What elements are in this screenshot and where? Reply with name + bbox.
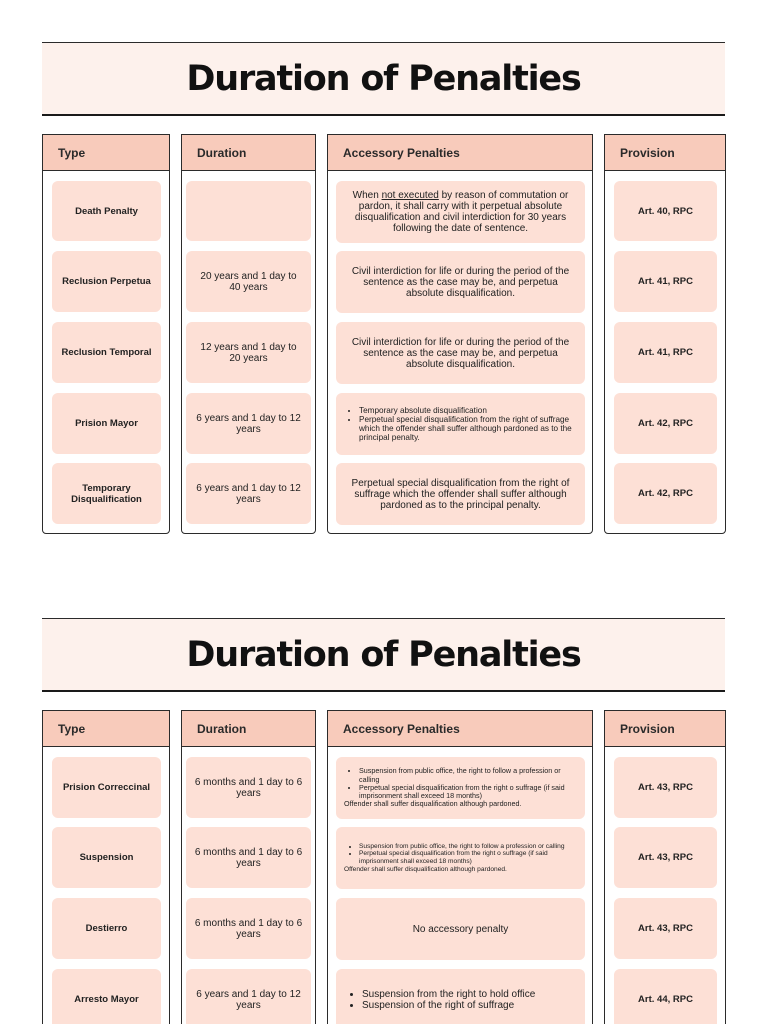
accessory-header: Accessory Penalties [328,135,592,171]
provision-cell: Art. 43, RPC [614,898,717,959]
duration-cell: 20 years and 1 day to 40 years [186,251,311,312]
accessory-column [327,134,593,534]
accessory-bullet-list [344,989,535,1011]
type-cell: Suspension [52,827,161,888]
provision-cell: Art. 43, RPC [614,757,717,818]
accessory-cell [336,969,585,1024]
duration-header: Duration [182,711,315,747]
accessory-bullet: • Perpetual special disqualification from the right of suffrage which the offender shall suffer although pardoned as to the principal penalty. [359,415,577,443]
duration-cell: 6 years and 1 day to 12 years [186,969,311,1024]
provision-cell: Art. 44, RPC [614,969,717,1024]
accessory-bullet: • Suspension from the right to hold office [362,989,535,1000]
accessory-note: Offender shall suffer disqualification although pardoned. [344,799,522,809]
provision-header: Provision [605,135,725,171]
duration-cell: 6 years and 1 day to 12 years [186,463,311,524]
title-banner [42,42,725,116]
accessory-bullet: • Perpetual special disqualification from the right o suffrage (if said imprisonment shall exceed 18 months) [359,850,577,865]
duration-cell: 6 months and 1 day to 6 years [186,757,311,818]
accessory-text: When not executed by reason of commutation or pardon, it shall carry with it perpetual absolute disqualification and civil interdiction for 30 years following the date of sentence. [352,190,569,234]
provision-header: Provision [605,711,725,747]
type-cell: Reclusion Perpetua [52,251,161,312]
accessory-note: Offender shall suffer disqualification although pardoned. [344,865,507,873]
duration-column [181,710,316,1024]
page-title: Duration of Penalties [186,58,581,99]
accessory-column [327,710,593,1024]
accessory-bullet-list [344,767,577,800]
accessory-bullet-list [344,843,577,866]
type-cell: Destierro [52,898,161,959]
duration-header: Duration [182,135,315,171]
page-title: Duration of Penalties [186,634,581,675]
accessory-bullet-list [344,406,577,443]
provision-cell: Art. 40, RPC [614,181,717,241]
type-cell: Prision Mayor [52,393,161,454]
type-header: Type [43,135,169,171]
accessory-cell [336,757,585,819]
type-cell: Temporary Disqualification [52,463,161,524]
accessory-cell [336,181,585,243]
accessory-bullet: • Suspension from public office, the right to follow a profession or calling [359,843,577,851]
accessory-bullet: • Temporary absolute disqualification [359,406,577,415]
accessory-bullet: • Perpetual special disqualification from the right o suffrage (if said imprisonment shall exceed 18 months) [359,784,577,800]
duration-cell: 6 years and 1 day to 12 years [186,393,311,454]
type-cell: Death Penalty [52,181,161,241]
accessory-cell [336,827,585,889]
accessory-cell: Civil interdiction for life or during the period of the sentence as the case may be, and perpetua absolute disqualification. [336,322,585,384]
duration-cell: 6 months and 1 day to 6 years [186,827,311,888]
accessory-cell: No accessory penalty [336,898,585,960]
duration-cell: 6 months and 1 day to 6 years [186,898,311,959]
provision-cell: Art. 41, RPC [614,251,717,312]
duration-cell [186,181,311,241]
type-column [42,710,170,1024]
title-banner [42,618,725,692]
type-cell: Reclusion Temporal [52,322,161,383]
type-cell: Arresto Mayor [52,969,161,1024]
type-cell: Prision Correccinal [52,757,161,818]
accessory-bullet: • Suspension from public office, the right to follow a profession or calling [359,767,577,783]
provision-cell: Art. 42, RPC [614,463,717,524]
accessory-header: Accessory Penalties [328,711,592,747]
accessory-bullet: • Suspension of the right of suffrage [362,1000,535,1011]
type-header: Type [43,711,169,747]
accessory-cell: Civil interdiction for life or during the period of the sentence as the case may be, and perpetua absolute disqualification. [336,251,585,313]
duration-cell: 12 years and 1 day to 20 years [186,322,311,383]
provision-column [604,710,726,1024]
provision-cell: Art. 43, RPC [614,827,717,888]
provision-cell: Art. 41, RPC [614,322,717,383]
accessory-cell: Perpetual special disqualification from the right of suffrage which the offender shall suffer although pardoned as to the principal penalty. [336,463,585,525]
type-column [42,134,170,534]
provision-cell: Art. 42, RPC [614,393,717,454]
accessory-cell [336,393,585,455]
duration-column [181,134,316,534]
provision-column [604,134,726,534]
